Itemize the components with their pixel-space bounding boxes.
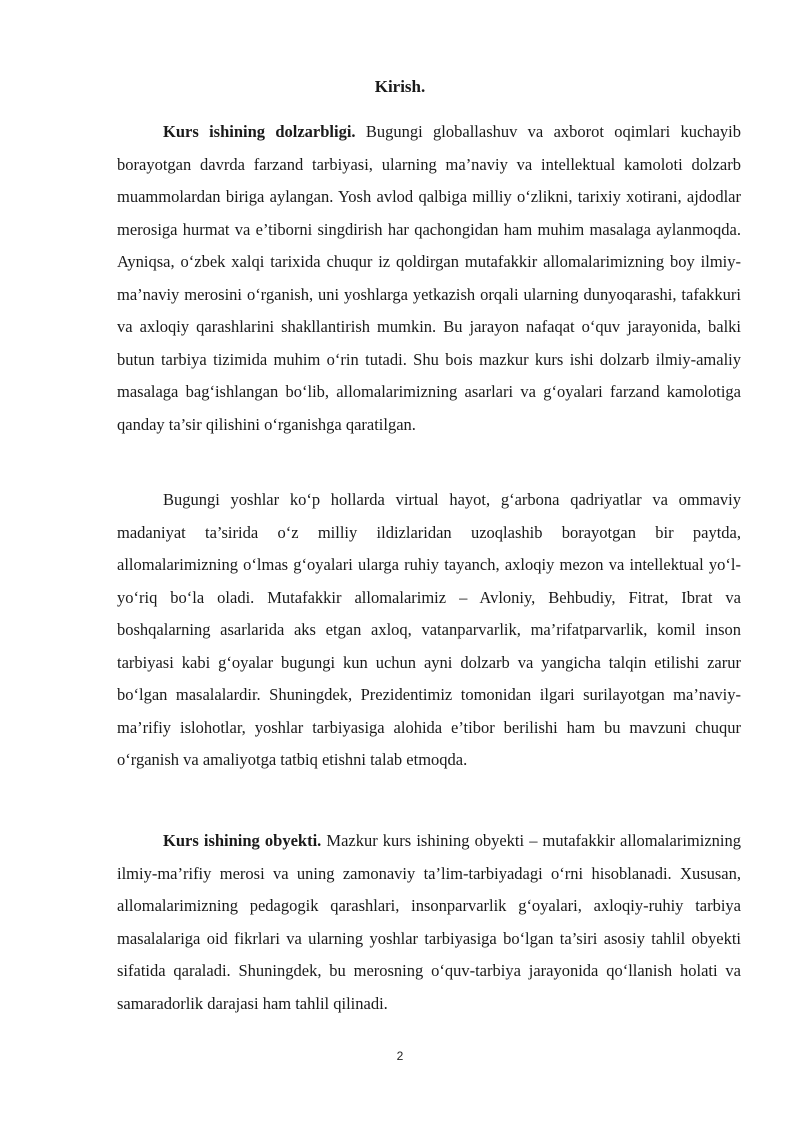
paragraph-relevance — [117, 116, 741, 441]
paragraph-body-relevance: Bugungi globallashuv va axborot oqimlari kuchayib borayotgan davrda farzand tarbiyasi, ularning ma’naviy va intellektual kamoloti dolzarb muammolardan biriga aylangan. Yosh avlod qalbiga milliy o‘zlikni, tarixiy xotirani, ajdodlar merosiga hurmat va e’tiborni singdirish har qachongidan ham muhim masalaga aylanmoqda. Ayniqsa, o‘zbek xalqi tarixida chuqur iz qoldirgan mutafakkir allomalarimizning boy ilmiy-ma’naviy merosini o‘rganish, uni yoshlarga yetkazish orqali ularning dunyoqarashi, tafakkuri va axloqiy qarashlarini shakllantirish mumkin. Bu jarayon nafaqat o‘quv jarayonida, balki butun tarbiya tizimida muhim o‘rin tutadi. Shu bois mazkur kurs ishi dolzarb ilmiy-amaliy masalaga bag‘ishlangan bo‘lib, allomalarimizning asarlari va g‘oyalari farzand kamolotiga qanday ta’sir qilishini o‘rganishga qaratilgan. — [117, 122, 741, 434]
page-number: 2 — [396, 1049, 404, 1063]
section-heading: Kirish. — [374, 77, 426, 96]
paragraph-body-object: Mazkur kurs ishining obyekti – mutafakkir allomalarimizning ilmiy-ma’rifiy merosi va uning zamonaviy ta’lim-tarbiyadagi o‘rni hisoblanadi. Xususan, allomalarimizning pedagogik qarashlari, insonparvarlik g‘oyalari, axloqiy-ruhiy tarbiya masalalariga oid fikrlari va ularning yoshlar tarbiyasiga bo‘lgan ta’siri asosiy tahlil obyekti sifatida qaraladi. Shuningdek, bu merosning o‘quv-tarbiya jarayonida qo‘llanish holati va samaradorlik darajasi ham tahlil qilinadi. — [117, 831, 741, 1013]
paragraph-lead-object: Kurs ishining obyekti. — [163, 831, 322, 850]
paragraph-lead-relevance: Kurs ishining dolzarbligi. — [163, 122, 356, 141]
paragraph-youth — [117, 484, 741, 777]
paragraph-body-youth: Bugungi yoshlar ko‘p hollarda virtual hayot, g‘arbona qadriyatlar va ommaviy madaniyat ta’sirida o‘z milliy ildizlaridan uzoqlashib borayotgan bir paytda, allomalarimizning o‘lmas g‘oyalari ularga ruhiy tayanch, axloqiy mezon va intellektual yo‘l-yo‘riq bo‘la oladi. Mutafakkir allomalarimiz – Avloniy, Behbudiy, Fitrat, Ibrat va boshqalarning asarlarida aks etgan axloq, vatanparvarlik, ma’rifatparvarlik, komil inson tarbiyasi kabi g‘oyalar bugungi kun uchun ayni dolzarb va yangicha talqin etilishi zarur bo‘lgan masalalardir. Shuningdek, Prezidentimiz tomonidan ilgari surilayotgan ma’naviy-ma’rifiy islohotlar, yoshlar tarbiyasiga alohida e’tibor berilishi ham bu mavzuni chuqur o‘rganish va amaliyotga tatbiq etishni talab etmoqda. — [117, 490, 741, 769]
paragraph-object — [117, 825, 741, 1020]
